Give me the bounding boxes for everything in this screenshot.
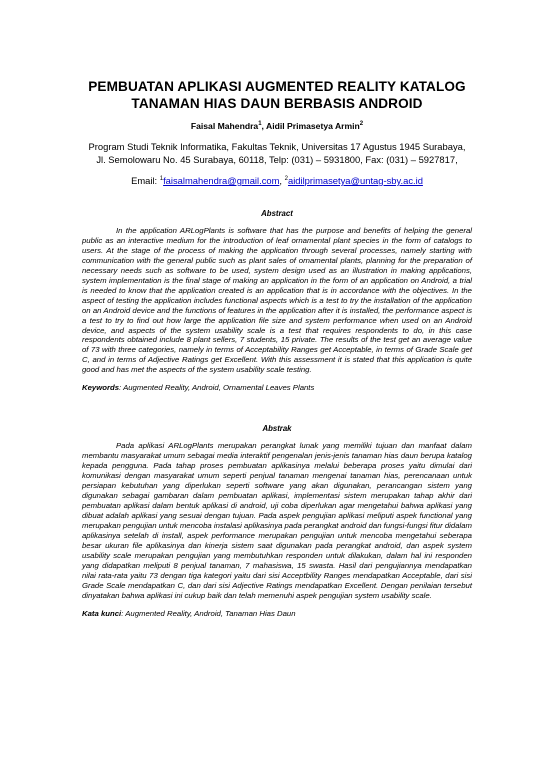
email-2-sup: 2 bbox=[284, 175, 288, 182]
kata-kunci-label: Kata kunci bbox=[82, 608, 122, 618]
affiliation bbox=[82, 140, 472, 166]
abstract-heading: Abstract bbox=[261, 209, 293, 218]
kata-kunci-line bbox=[82, 609, 472, 618]
email-line bbox=[82, 175, 472, 186]
affiliation-line-2: Jl. Semolowaru No. 45 Surabaya, 60118, Telp: (031) – 5931800, Fax: (031) – 5927817, bbox=[96, 154, 458, 165]
author-1-sup: 1 bbox=[258, 121, 262, 128]
paper-title bbox=[82, 78, 472, 112]
keywords-text: : Augmented Reality, Android, Ornamental Leaves Plants bbox=[119, 383, 315, 393]
email-link-1[interactable]: faisalmahendra@gmail.com bbox=[163, 175, 280, 186]
author-list bbox=[82, 121, 472, 131]
author-2: , Aidil Primasetya Armin bbox=[261, 121, 360, 131]
email-1-sup: 1 bbox=[159, 175, 164, 182]
email-prefix: Email: bbox=[131, 175, 160, 186]
abstrak-heading: Abstrak bbox=[262, 424, 292, 434]
kata-kunci-text: : Augmented Reality, Android, Tanaman Hias Daun bbox=[121, 608, 296, 618]
author-2-sup: 2 bbox=[359, 121, 364, 128]
email-link-2[interactable]: aidilprimasetya@untag-sby.ac.id bbox=[287, 175, 423, 186]
abstrak-body: Pada aplikasi ARLogPlants merupakan perangkat lunak yang memiliki tujuan dan manfaat dalam membantu masyarakat umum sebagai media interaktif pengenalan jenis-jenis tanaman hias daun berupa katalog kepada pengguna. Pada tahap proses pembuatan aplikasinya melalui beberapa proses yaitu dimulai dari komunikasi dengan masyarakat umum seperti penjual tanaman mengenai tanaman hias, perencanaan untuk persiapan kebutuhan yang diperlukan seperti software yang akan digunakan, perancangan sistem yang digunakan sebagai gambaran dalam pembuatan aplikasi, implementasi sistem merupakan tahap akhir dari pembuatan aplikasi dalam bentuk aplikasi di android, uji coba diperlukan agar mengetahui bahwa aplikasi yang dibuat adalah aplikasi yang sesuai dengan tujuan. Pada aspek pengujian aplikasi meliputi aspek functional yang merupakan pengujian untuk mencoba instalasi aplikasinya pada perangkat android dan fungsi-fungsi fitur didalam aplikasinya setelah di install, aspek performance merupakan pengujian untuk mencoba mengetahui seberapa besar ukuran file aplikasinya dan kinerja sistem saat digunakan pada perangkat android, dan aspek system usability scale merupakan pengujian yang membutuhkan responden untuk dilakukan, dalam hal ini responden yang didapatkan meliputi 8 penjual tanaman, 7 mahasiswa, 15 swasta. Hasil dari pengujiannya mendapatkan nilai rata-rata yaitu 73 dengan tiga kategori yaitu dari sisi Acceptbility Ranges mendapatkan Acceptable, dari sisi Grade Scale mendapatkan C, dan dari sisi Adjective Ratings mendapatkan Excellent. Dengan penilaian tersebut dinyatakan bahwa aplikasi ini cukup baik dan telah memenuhi aspek pengujian system usability scale. bbox=[82, 441, 472, 600]
email-separator: , bbox=[279, 175, 285, 186]
title-line-1: PEMBUATAN APLIKASI AUGMENTED REALITY KATALOG bbox=[88, 79, 466, 94]
keywords-line bbox=[82, 383, 472, 392]
keywords-label: Keywords bbox=[82, 383, 120, 393]
abstract-body: In the application ARLogPlants is software that has the purpose and benefits of helping the general public as an interactive medium for the introduction of leaf ornamental plant species in the form of catalogs to users. At the stage of the process of making the application through several processes, namely starting with communication with the general public such as plant sales of ornamental plants, planning for the preparation of necessary needs such as software to be used, system design used as an illustration in making applications, system implementation is the final stage of making an application in the form of an application on Android, a trial is needed to know that the application created is an application that is in accordance with the objectives. In the aspect of testing the application includes functional aspects which is a test to try the installation of the application on an Android device and the functions of features in the application after it is installed, the performance aspect is a test to try to find out how large the application file size and system performance when used on an Android device, and aspects of the system usability scale is a test that requires respondents to do, in this case respondents obtained include 8 plant sellers, 7 students, 15 private. The results of the test get an average value of 73 with three categories, namely in terms of Acceptability Ranges get Acceptable, in terms of Grade Scale get C, and in terms of Adjective Ratings get Excellent. With this assessment it is stated that this application is quite good and has met the aspects of the system usability scale testing. bbox=[82, 226, 472, 375]
title-line-2: TANAMAN HIAS DAUN BERBASIS ANDROID bbox=[131, 96, 423, 111]
affiliation-line-1: Program Studi Teknik Informatika, Fakultas Teknik, Universitas 17 Agustus 1945 Surabaya, bbox=[88, 141, 466, 152]
author-1: Faisal Mahendra bbox=[190, 121, 259, 131]
